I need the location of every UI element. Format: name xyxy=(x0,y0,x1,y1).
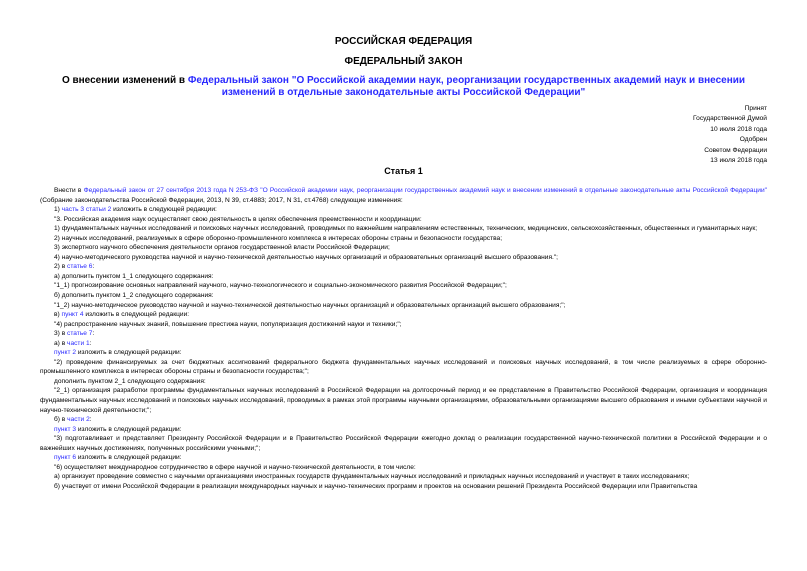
paragraph: "1_2) научно-методическое руководство научной и научно-технической деятельностью научных организаций и образовательных организаций высшего образования;"; xyxy=(54,301,566,309)
article-body xyxy=(40,186,767,492)
text: изложить в следующей редакции: xyxy=(76,454,182,462)
text: изложить в следующей редакции: xyxy=(111,206,217,214)
text: : xyxy=(89,416,92,424)
text: : xyxy=(92,263,95,271)
paragraph xyxy=(40,339,767,349)
paragraph: б) дополнить пунктом 1_2 следующего содержания: xyxy=(54,292,214,300)
article-link[interactable]: части 2 xyxy=(67,416,90,424)
text: в) xyxy=(54,311,62,319)
paragraph: 4) научно-методического руководства научной и научно-технической деятельностью научных организаций и образовательных организаций высшего образования."; xyxy=(54,253,559,261)
paragraph xyxy=(40,310,767,320)
text: 2) в xyxy=(54,263,68,271)
law-link[interactable]: Федеральный закон от 27 сентября 2013 года N 253-ФЗ "О Российской академии наук, реорганизации государственных академий наук и внесении изменений в отдельные законодательные акты Российской Федерации" xyxy=(83,187,768,194)
text: 1) xyxy=(54,206,62,214)
adoption-line: Советом Федерации xyxy=(704,146,767,154)
adoption-line: Принят xyxy=(744,105,767,112)
paragraph: "2_1) организация разработки программы фундаментальных научных исследований в Российской Федерации на долгосрочный период и ее представление в Правительство Российской Федерации, организация и координация фундаментальных научных исследований и поисковых научных исследований, проводимых в рамках этой программы научными организациями, образовательными организациями высшего образования и иными субъектами научной и научно-технической деятельности;"; xyxy=(40,387,767,414)
article-heading: Статья 1 xyxy=(384,166,423,176)
text: изложить в следующей редакции: xyxy=(76,349,182,357)
paragraph xyxy=(40,262,767,272)
article-link[interactable]: пункт 3 xyxy=(54,425,76,433)
adoption-date: 10 июля 2018 года xyxy=(710,125,767,133)
paragraph xyxy=(40,415,767,425)
country-heading: РОССИЙСКАЯ ФЕДЕРАЦИЯ xyxy=(334,36,473,47)
text: : xyxy=(92,330,95,338)
article-link[interactable]: статье 6 xyxy=(67,263,93,271)
article-link[interactable]: часть 3 статьи 2 xyxy=(61,206,112,214)
text: (Собрание законодательства Российской Федерации, 2013, N 39, ст.4883; 2017, N 31, ст.4768) следующие изменения: xyxy=(40,196,403,204)
paragraph: б) участвует от имени Российской Федерации в реализации международных научных и научно-технических программ и проектов на основании решений Президента Российской Федерации или Правительства xyxy=(54,482,698,490)
paragraph: 1) фундаментальных научных исследований и поисковых научных исследований, проводимых по важнейшим направлениям естественных, технических, медицинских, сельскохозяйственных, общественных и гуманитарных наук; xyxy=(54,225,758,233)
adoption-block xyxy=(567,104,767,166)
law-title xyxy=(40,75,767,99)
title-law-link[interactable]: Федеральный закон "О Российской академии наук, реорганизации государственных академий наук и внесении изменений в отдельные законодательные акты Российской Федерации" xyxy=(187,75,746,98)
article-link[interactable]: пункт 6 xyxy=(54,454,76,462)
text: б) в xyxy=(54,416,68,424)
paragraph: "3) подготавливает и представляет Президенту Российской Федерации и в Правительство Российской Федерации ежегодно доклад о реализации государственной научно-технической политики в Российской Федерации и о важнейших научных достижениях, полученных российскими учеными;"; xyxy=(40,435,767,452)
adoption-line: Одобрен xyxy=(739,136,767,144)
paragraph: а) организует проведение совместно с научными организациями иностранных государств фундаментальных научных исследований и прикладных научных исследований и участвует в таких исследованиях; xyxy=(54,473,690,481)
title-prefix: О внесении изменений в xyxy=(61,75,188,86)
paragraph: "6) осуществляет международное сотрудничество в сфере научной и научно-технической деятельности, в том числе: xyxy=(54,463,416,471)
paragraph: "3. Российская академия наук осуществляет свою деятельность в целях обеспечения преемственности и координации: xyxy=(54,215,422,223)
paragraph xyxy=(40,348,767,358)
paragraph xyxy=(40,453,767,463)
paragraph xyxy=(40,186,767,205)
adoption-line: Государственной Думой xyxy=(693,115,767,123)
text: Внести в xyxy=(54,187,84,194)
text: изложить в следующей редакции: xyxy=(83,311,190,319)
text: : xyxy=(89,339,92,347)
article-link[interactable]: пункт 4 xyxy=(61,311,84,319)
article-link[interactable]: части 1 xyxy=(67,339,90,347)
doc-type-heading: ФЕДЕРАЛЬНЫЙ ЗАКОН xyxy=(344,56,463,67)
paragraph xyxy=(40,425,767,435)
paragraph: "1_1) прогнозирование основных направлений научного, научно-технологического и социально-экономического развития Российской Федерации;"; xyxy=(54,282,507,290)
article-link[interactable]: статье 7 xyxy=(67,330,93,338)
text: 3) в xyxy=(54,330,68,338)
paragraph: а) дополнить пунктом 1_1 следующего содержания: xyxy=(54,272,214,280)
paragraph xyxy=(40,205,767,215)
adoption-date: 13 июля 2018 года xyxy=(710,157,767,165)
paragraph: "4) распространение научных знаний, повышение престижа науки, популяризация достижений науки и техники;"; xyxy=(54,320,402,328)
paragraph xyxy=(40,329,767,339)
paragraph: 3) экспертного научного обеспечения деятельности органов государственной власти Российской Федерации; xyxy=(54,244,390,252)
paragraph: 2) научных исследований, реализуемых в сфере оборонно-промышленного комплекса в интересах обороны страны и безопасности государства; xyxy=(54,234,503,242)
article-link[interactable]: пункт 2 xyxy=(54,349,76,357)
paragraph: "2) проведение финансируемых за счет бюджетных ассигнований федерального бюджета фундаментальных научных исследований и поисковых научных исследований, в том числе реализуемых в сфере оборонно-промышленного комплекса в интересах обороны страны и безопасности государства;"; xyxy=(40,358,767,376)
paragraph: дополнить пунктом 2_1 следующего содержания: xyxy=(54,377,206,385)
text: изложить в следующей редакции: xyxy=(76,425,182,433)
text: а) в xyxy=(54,339,68,347)
